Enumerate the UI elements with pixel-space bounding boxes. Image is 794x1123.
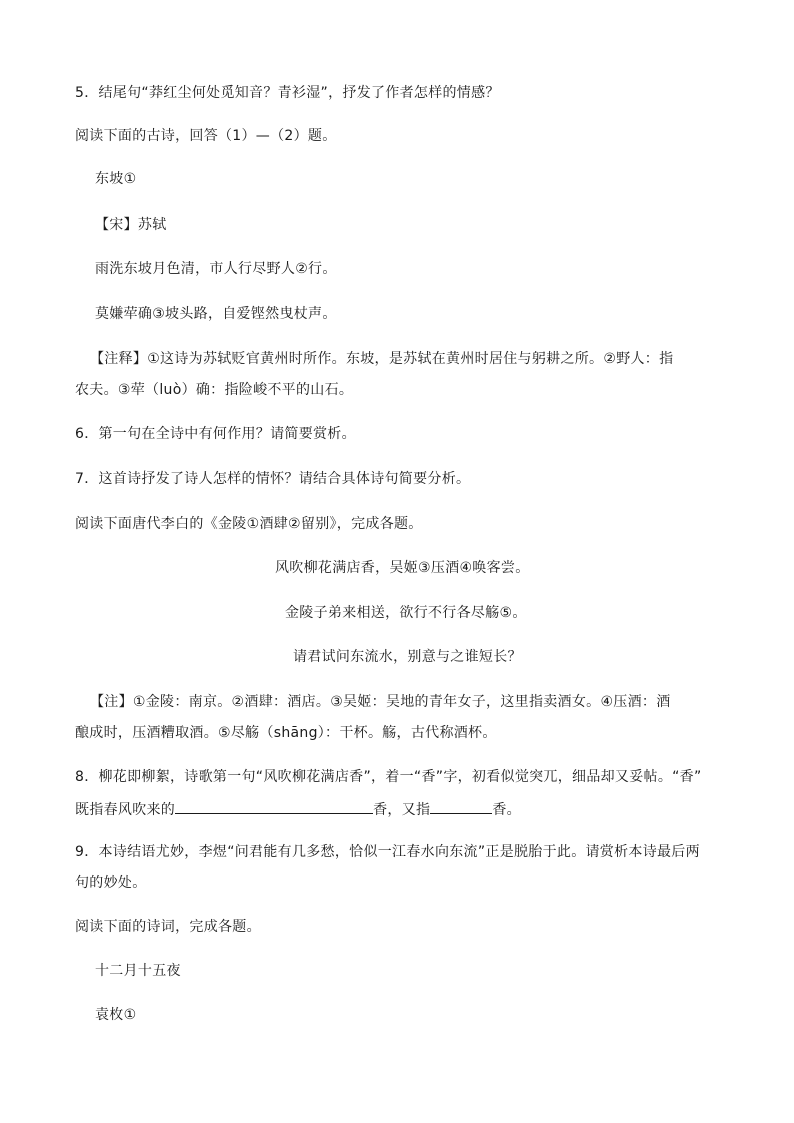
reading-intro-3: 阅读下面的诗词，完成各题。: [75, 919, 261, 935]
question-8-text-c: 香。: [492, 802, 521, 818]
question-8-text-a: 既指春风吹来的: [75, 802, 176, 818]
answer-blank-1[interactable]: [175, 799, 373, 814]
question-8-line-1: 8．柳花即柳絮，诗歌第一句“风吹柳花满店香”，着一“香”字，初看似觉突兀，细品却又妥帖。“香”: [75, 769, 702, 785]
answer-blank-2[interactable]: [430, 799, 492, 814]
poem-1-author: 【宋】苏轼: [95, 217, 167, 233]
question-6: 6．第一句在全诗中有何作用？请简要赏析。: [75, 426, 356, 442]
reading-intro-2: 阅读下面唐代李白的《金陵①酒肆②留别》，完成各题。: [75, 516, 423, 532]
question-9-line-2: 句的妙处。: [75, 875, 147, 891]
question-8-line-2: [75, 799, 521, 819]
poem-2-line-3: 请君试问东流水，别意与之谁短长？: [293, 649, 522, 665]
question-8-text-b: 香，又指: [373, 802, 431, 818]
poem-1-title: 东坡①: [95, 171, 137, 187]
poem-1-line-1: 雨洗东坡月色清，市人行尽野人②行。: [95, 261, 337, 277]
question-9-line-1: 9．本诗结语尤妙，李煜“问君能有几多愁，恰似一江春水向东流”正是脱胎于此。请赏析本诗最后两: [75, 844, 700, 860]
reading-intro-1: 阅读下面的古诗，回答（1）—（2）题。: [75, 128, 337, 144]
annotation-1-line-2: 农夫。③荦（luò）确：指险峻不平的山石。: [75, 382, 354, 398]
annotation-2-line-1: 【注】①金陵：南京。②酒肆：酒店。③吴姬：吴地的青年女子，这里指卖酒女。④压酒：酒: [90, 694, 671, 710]
poem-1-line-2: 莫嫌荦确③坡头路，自爱铿然曳杖声。: [95, 306, 337, 322]
annotation-2-line-2: 酿成时，压酒糟取酒。⑤尽觞（shāng）：干杯。觞，古代称酒杯。: [75, 725, 497, 741]
annotation-1-line-1: 【注释】①这诗为苏轼贬官黄州时所作。东坡，是苏轼在黄州时居住与躬耕之所。②野人：指: [90, 351, 674, 367]
question-7: 7．这首诗抒发了诗人怎样的情怀？请结合具体诗句简要分析。: [75, 471, 471, 487]
poem-3-title: 十二月十五夜: [95, 963, 181, 979]
question-5: 5．结尾句“莽红尘何处觅知音？青衫湿”，抒发了作者怎样的情感？: [75, 85, 500, 101]
poem-3-author: 袁枚①: [95, 1007, 137, 1023]
poem-2-line-2: 金陵子弟来相送，欲行不行各尽觞⑤。: [285, 605, 527, 621]
poem-2-line-1: 风吹柳花满店香，吴姬③压酒④唤客尝。: [275, 560, 530, 576]
